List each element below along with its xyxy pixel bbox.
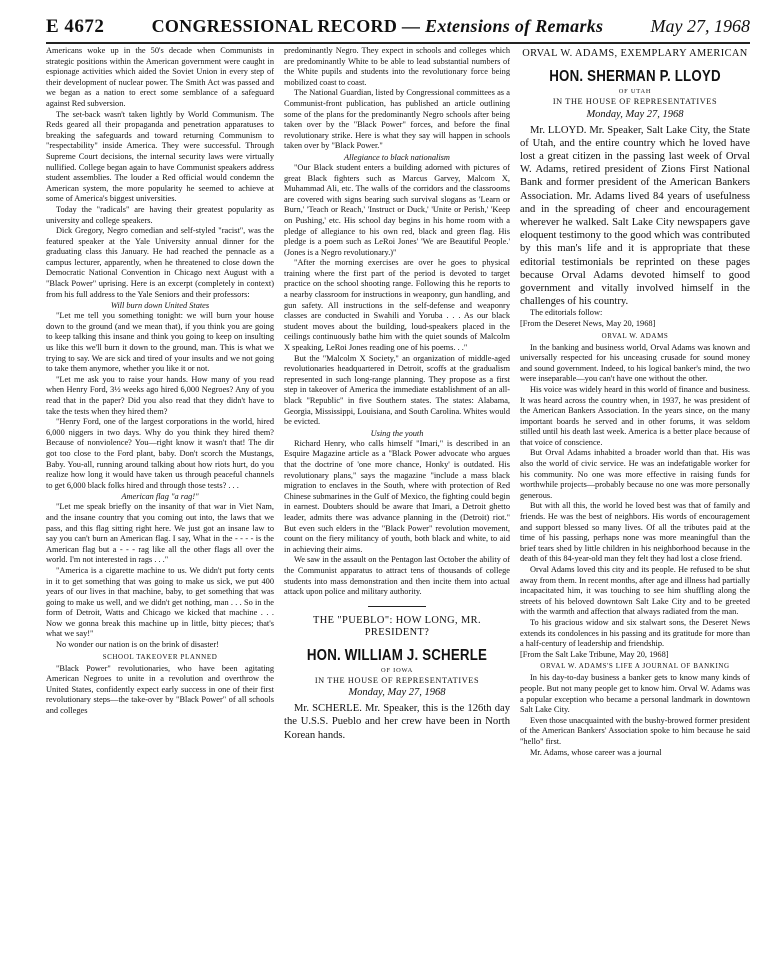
header-rule bbox=[46, 42, 750, 44]
paragraph: But Orval Adams inhabited a broader world than that. His was also the world of civic service. He was an indefatigable worker for his community. No one was more effective in raising funds for worthwhile projects—probably because no one was more personally generous. bbox=[520, 448, 750, 500]
publication-title: CONGRESSIONAL RECORD — Extensions of Remarks bbox=[151, 16, 604, 36]
section-name: Extensions of Remarks bbox=[425, 16, 604, 36]
paragraph: Even those unacquainted with the bushy-browed former president of the American Bankers' Association spoke to him because he said "hello" first. bbox=[520, 715, 750, 746]
paragraph: "Let me tell you something tonight: we will burn your house down to the ground (and we mean that), if you think you are going to keep talking this insane and think you going to keep on insulting us like this we'll burn it down to the ground, man. This is what we trying to say. We are sick and tired of your insults and we not going to take them anymore, whether you like it or not. bbox=[46, 311, 274, 374]
source-line: [From the Salt Lake Tribune, May 20, 1968] bbox=[520, 649, 669, 659]
column-3 bbox=[520, 46, 750, 951]
subheading: Using the youth bbox=[370, 428, 424, 438]
paragraph: "Henry Ford, one of the largest corporations in the world, hired 6,000 niggers in two days. Why do you think they hired them? Because of nonviolence? You—right know it wasn't that! The dir got too close to the Ford plant, baby. Don't scorch the Mustangs, Baby. You-all, running around talking about how riots hurt, do you realize how long it would have taken us through peaceful channels to get 6,000 black folks hired and through those tests? . . . bbox=[46, 417, 274, 490]
section-caption: ORVAL W. ADAMS bbox=[601, 331, 669, 340]
paragraph: "Black Power" revolutionaries, who have been agitating American Negroes to unite in a revolution and overthrow the United States, confidently expect early success in one of their first revolutionary steps—the take-over by "Black Power" of all schools and colleges bbox=[46, 663, 274, 716]
paragraph: The set-back wasn't taken lightly by World Communism. The Reds geared all their propaganda and penetration apparatuses to breaking the safeguards and toward returning Communism to "respectability" inside America. They were successful. Through Supreme Court decisions, the internal security laws were virtually nullified. College began again to have Communist speakers address student assemblies. The louder a Red official would condemn the American system, the more popularity he seemed to achieve at some of America's biggest universities. bbox=[46, 109, 274, 204]
paragraph: In his day-to-day business a banker gets to know many kinds of people. But not many people get to know him. Orval W. Adams was a popular exception who became a personal landmark in downtown Salt Lake City. bbox=[520, 673, 750, 715]
paragraph: The National Guardian, listed by Congressional committees as a Communist-front publication, has published an article outlining some of the plans for the predominantly Negro schools after being taken over by the "Black Power" forces, and before the final revolutionary strike. Here is what they say will happen in schools taken over by "Black Power." bbox=[284, 88, 510, 151]
paragraph: Orval Adams loved this city and its people. He refused to be shut away from them. In recent months, after age and illness had partially incapacitated him, it was touching to see him shuffling along the streets of his beloved downtown Salt Lake City and to be greeted with the warmth and affection that always radiated from the man. bbox=[520, 565, 750, 617]
subheading: Will burn down United States bbox=[110, 301, 210, 311]
paragraph: Dick Gregory, Negro comedian and self-styled "racist", was the featured speaker at the Yale University annual dinner for the graduating class this January. He had reached the pennacle as a campus lecturer, apparently, when he threatened to close down the Democratic National Convention in Chicago next August with a "Black Power" uprising. Here is an excerpt (completely in context) from his full address to the Yale Seniors and their professors: bbox=[46, 226, 274, 299]
paragraph: Mr. Adams, whose career was a journal bbox=[530, 747, 662, 757]
paragraph: His voice was widely heard in this world of finance and business. It was heard across the country when, in 1937, he was president of the American Bankers Association. In the years since, on the many important boards he served and in other forums, it was seldom stilled until his death last week. America is a better place because of that voice of conscience. bbox=[520, 384, 750, 447]
paragraph: Richard Henry, who calls himself "Imari," is described in an Esquire Magazine article as a "Black Power advocate who argues that the doctrine of 'one more chance, Honky' is outdated. His revolutionary plans," says the magazine "include a mass black migration to enclaves in the South, where with protection of Red Chinese submarines in the Gulf of Mexico, the fighting could begin in earnest. Doubters should be aware that Imari, a Detroit ghetto leader, admits there was advance planning in the (Detroit) riot." But even such elders in the "Black Power" revolution movement, count on the fiery militancy of youth, both black and white, to aid in achieving their aims. bbox=[284, 438, 510, 554]
subheading: American flag "a rag!" bbox=[121, 492, 199, 502]
paragraph: Today the "radicals" are having their greatest popularity as university and college speakers. bbox=[46, 204, 274, 225]
paragraph: "America is a cigarette machine to us. We didn't put forty cents in it to get something that was going to make us sick, we put 400 years of our lives in that machine, baby, to get something that was going to make us well, and we didn't get nothing, man . . . So in the form of Detroit, Watts and Chicago we kicked that machine . . . Now we gonna break this machine up in little, bitty pieces; that's what we say!" bbox=[46, 565, 274, 639]
session-date: Monday, May 27, 1968 bbox=[586, 108, 684, 120]
source-line: [From the Deseret News, May 20, 1968] bbox=[520, 318, 656, 328]
house-label: IN THE HOUSE OF REPRESENTATIVES bbox=[314, 675, 480, 685]
article-title: THE "PUEBLO": HOW LONG, MR. PRESIDENT? bbox=[312, 614, 482, 638]
section-caption: ORVAL W. ADAMS'S LIFE A JOURNAL OF BANKING bbox=[540, 662, 730, 671]
speaker-name: HON. WILLIAM J. SCHERLE bbox=[306, 646, 488, 664]
paragraph: "Let me ask you to raise your hands. How many of you read when Henry Ford, 3½ weeks ago hired 6,000 Negroes? Any of you read that in the paper? Did you also read that they didn't have to take the tests when they hired them? bbox=[46, 374, 274, 416]
paragraph: Mr. LLOYD. Mr. Speaker, Salt Lake City, the State of Utah, and the entire country which he loved have lost a great citizen in the passing last week of Orval W. Adams, retired president of Zions First National Bank and former president of the American Bankers Association. Mr. Adams lived 84 years of usefulness and in the spreading of cheer and encouragement wherever he walked. Salt Lake City newspapers gave eloquent testimony to the good which was contributed by this man's life and it is appropriate that these editorial testimonials be reprinted on these pages because Orval Adams devoted himself to good government and vitally involved himself in the challenges of his country. bbox=[520, 124, 750, 308]
speaker-state: OF UTAH bbox=[618, 88, 652, 95]
paragraph: But with all this, the world he loved best was that of family and friends. He was the best of neighbors. His words of encouragement and support blessed so many lives. Of all the tributes paid at the time of his passing, perhaps none was more meaningful than the brief tears shed by little children in his neighborhood because in the death of this 84-year-old man they felt they had lost a close friend. bbox=[520, 501, 750, 564]
paragraph: No wonder our nation is on the brink of disaster! bbox=[56, 640, 219, 650]
paragraph: To his gracious widow and six stalwart sons, the Deseret News extends its condolences in his passing and its gratitude for more than a half-century of leadership and friendship. bbox=[520, 617, 750, 649]
paragraph: The editorials follow: bbox=[530, 308, 603, 318]
speaker-name: HON. SHERMAN P. LLOYD bbox=[549, 68, 721, 85]
paragraph: We saw in the assault on the Pentagon last October the ability of the Communist apparatus to attract tens of thousands of college students into mass demonstration and then incite them into actual attack upon police and military authority. bbox=[284, 555, 510, 597]
session-date: Monday, May 27, 1968 bbox=[348, 687, 446, 699]
paragraph: In the banking and business world, Orval Adams was known and universally respected for his unceasing crusade for sound money and sound government. Indeed, to his logical banker's mind, the two were inseparable—you can't have one without the other. bbox=[520, 342, 750, 384]
paragraph: "Let me speak briefly on the insanity of that war in Viet Nam, and the insane country that you coming out into, the laws that we pass, and this flag sitting right here. We just got an insane law to say you can't burn an American flag. I say, What in the - - - - is the American flag but a - - - rag like all the other flags all over the world. I'm not interested in rags . . ." bbox=[46, 502, 274, 565]
paragraph: Americans woke up in the 50's decade when Communists in strategic positions within the American government were caught in espionage activities which aided the Soviet Union in every step of their development of nuclear power. The Smith Act was passed and we began as a nation to erect some semblance of a safeguard against Red subversion. bbox=[46, 46, 274, 108]
column-1 bbox=[46, 46, 274, 951]
column-2 bbox=[284, 46, 510, 951]
paragraph: But the "Malcolm X Society," an organization of middle-aged revolutionaries headquartered in Detroit, scoffs at the gradualism represented in such long-range planning. They propose as a first step in takeover of America the immediate establishment of an all-black "Republic" in five Southern states. The states: Alabama, Georgia, Mississippi, Louisiana, and South Carolina. Whites would be evicted. bbox=[284, 353, 510, 427]
paragraph: "After the morning exercises are over he goes to physical training where the first part of the period is devoted to target practice on the school shooting range. Following this he reports to a nearby classroom for instructions in weaponry, gun handling, and gun safety. All instructions in the self-defense and weaponry classes are conducted in Swahili and Yoruba . . . As our black student moves about the building, loud-speakers placed in the ceilings continuously bathe him with the quiet sounds of Malcolm X speaking, LeRoi Jones reading one of his poems. . ." bbox=[284, 258, 510, 353]
house-label: IN THE HOUSE OF REPRESENTATIVES bbox=[552, 97, 718, 106]
speaker-state: OF IOWA bbox=[380, 666, 414, 674]
article-separator bbox=[368, 606, 426, 607]
header-date: May 27, 1968 bbox=[650, 16, 750, 36]
paragraph: Mr. SCHERLE. Mr. Speaker, this is the 126th day the U.S.S. Pueblo and her crew have been in North Korean hands. bbox=[284, 703, 510, 741]
paragraph: "Our Black student enters a building adorned with pictures of great Black fighters such as Marcus Garvey, Malcom X, Muhammad Ali, etc. The walls of the corridors and the classrooms are covered with signs bearing such survival slogans as 'Learn or Burn,' 'Teach or Reach,' 'Instruct or Duck,' 'Unite or Perish,' 'Keep on Pushing,' etc. His school day begins in his home room with a pledge of allegiance to his own red, black and green flag. His pledge is a poem such as LeRoi Jones' 'We are Beautiful People.' (Jones is a Negro revolutionary.)" bbox=[284, 162, 510, 257]
subheading: Allegiance to black nationalism bbox=[344, 152, 450, 162]
article-title: ORVAL W. ADAMS, EXEMPLARY AMERICAN bbox=[522, 48, 748, 59]
publication-name: CONGRESSIONAL RECORD bbox=[151, 16, 398, 36]
paragraph: predominantly Negro. They expect in schools and colleges which are predominantly White to be able to lead substantial numbers of the White pupils and students into the revolutionary force being mobilized coast to coast. bbox=[284, 46, 510, 87]
page-number: E 4672 bbox=[46, 16, 105, 37]
section-caption: SCHOOL TAKEOVER PLANNED bbox=[102, 652, 218, 661]
page-header bbox=[46, 16, 750, 38]
